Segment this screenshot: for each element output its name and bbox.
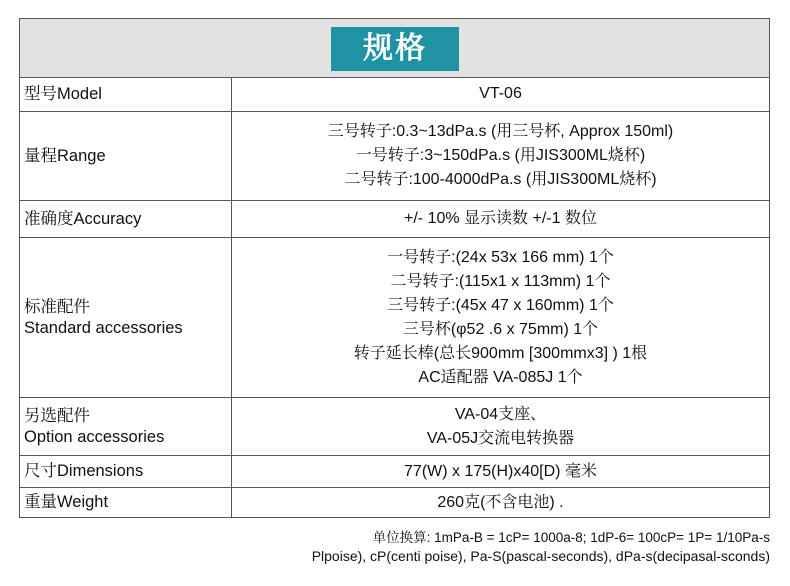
- row-label: [20, 112, 232, 200]
- unit-definition-note: Plpoise), cP(centi poise), Pa-S(pascal-seconds), dPa-s(decipasal-sconds): [311, 548, 770, 564]
- value-line: +/- 10% 显示读数 +/-1 数位: [404, 210, 597, 227]
- value-line: VA-04支座、: [454, 405, 547, 423]
- label-line: 量程Range: [24, 146, 106, 165]
- row-standard-accessories: [20, 238, 769, 398]
- row-option-accessories: [20, 398, 769, 456]
- label-line: 重量Weight: [24, 493, 109, 511]
- row-label: [20, 201, 232, 237]
- row-label: [20, 238, 232, 397]
- row-value: [232, 456, 769, 487]
- value-line: 三号杯(φ52 .6 x 75mm) 1个: [402, 320, 599, 338]
- row-value: [232, 238, 769, 397]
- row-label: [20, 456, 232, 487]
- value-line: 260克(不含电池) .: [437, 493, 564, 511]
- row-value: [232, 201, 769, 237]
- label-line: 另选配件: [24, 406, 90, 425]
- value-line: VT-06: [479, 85, 522, 102]
- label-line: 标准配件: [24, 297, 90, 316]
- row-value: [232, 488, 769, 517]
- spec-table: [19, 18, 770, 518]
- value-line: 一号转子:3~150dPa.s (用JIS300ML烧杯): [355, 147, 646, 164]
- row-value: [232, 398, 769, 455]
- unit-conversion-note: 单位换算: 1mPa-B = 1cP= 1000a-8; 1dP-6= 100cP= 1P= 1/10Pa-s: [372, 530, 770, 545]
- row-dimensions: [20, 456, 769, 488]
- label-line: Standard accessories: [24, 318, 183, 337]
- title-band: [20, 19, 769, 78]
- row-value: [232, 77, 769, 111]
- row-label: [20, 488, 232, 517]
- label-line: 尺寸Dimensions: [24, 462, 144, 480]
- value-line: AC适配器 VA-085J 1个: [418, 368, 583, 386]
- label-line: 准确度Accuracy: [24, 209, 142, 228]
- value-line: VA-05J交流电转换器: [426, 429, 575, 447]
- row-weight: [20, 488, 769, 517]
- row-label: [20, 77, 232, 111]
- value-line: 二号转子:100-4000dPa.s (用JIS300ML烧杯): [344, 171, 657, 188]
- row-accuracy: [20, 201, 769, 238]
- row-model: [20, 77, 769, 112]
- label-line: Option accessories: [24, 427, 165, 446]
- label-line: 型号Model: [24, 84, 102, 103]
- table-title: 规格: [331, 27, 459, 71]
- value-line: 三号转子:(45x 47 x 160mm) 1个: [387, 296, 614, 314]
- row-value: [232, 112, 769, 200]
- value-line: 二号转子:(115x1 x 113mm) 1个: [390, 272, 611, 290]
- value-line: 一号转子:(24x 53x 166 mm) 1个: [387, 248, 614, 266]
- row-range: [20, 112, 769, 201]
- row-label: [20, 398, 232, 455]
- value-line: 77(W) x 175(H)x40[D) 毫米: [404, 462, 597, 480]
- value-line: 转子延长棒(总长900mm [300mmx3] ) 1根: [353, 344, 648, 362]
- value-line: 三号转子:0.3~13dPa.s (用三号杯, Approx 150ml): [327, 123, 674, 140]
